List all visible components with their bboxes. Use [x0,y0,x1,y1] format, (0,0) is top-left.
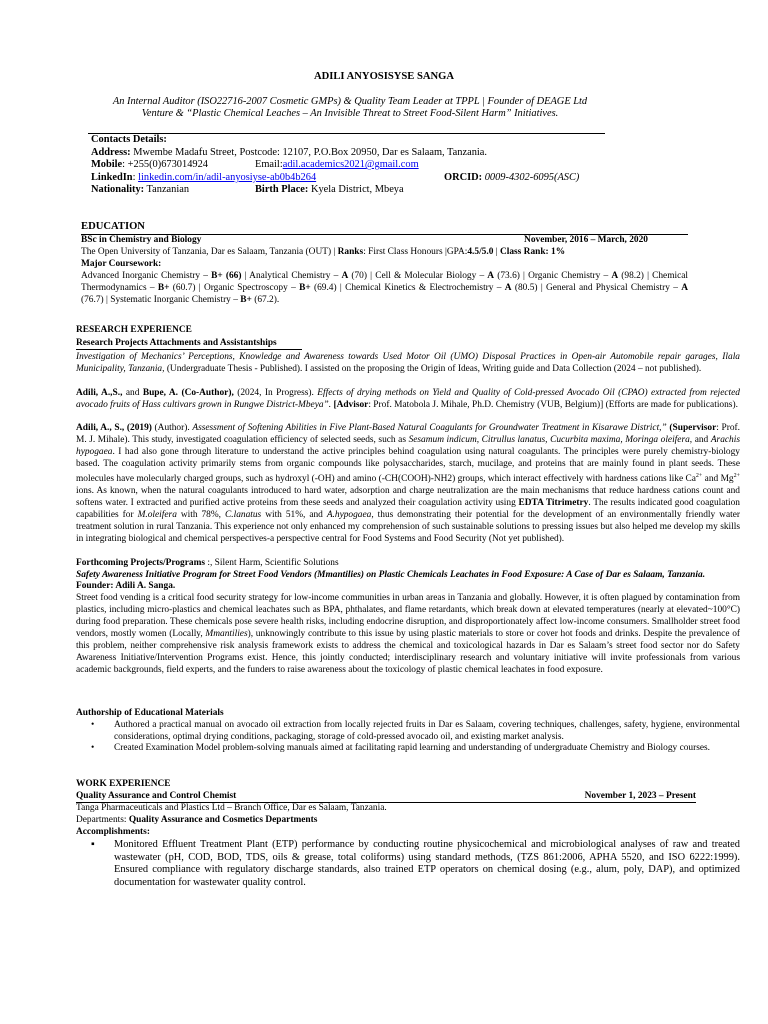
address-line [91,147,651,160]
entry3-text-e: . The results indicated good coagulation capabilities for [76,498,740,520]
course-name: Advanced Inorganic Chemistry [81,270,201,281]
degree-title: BSc in Chemistry and Biology [81,235,202,245]
course-name: General and Physical Chemistry [546,282,670,293]
class-rank: Class Rank: 1% [499,246,566,257]
course-score: (76.7) [81,294,104,305]
work-departments-line [76,815,740,827]
linkedin-orcid-line: LinkedIn: linkedin.com/in/adil-anyosiyse-ab0b4b264 ORCID: 0009-4302-6095(ASC) [91,171,580,183]
work-accomplishment-item [76,839,740,890]
orcid-label: ORCID: [444,171,483,183]
address-label: Address: [91,146,131,158]
contact-details [91,134,651,197]
mobile-label: Mobile [91,159,123,171]
course-grade: A [611,270,619,281]
institution-name: The Open University of Tanzania, Dar es Salaam, Tanzania (OUT) | [81,246,338,257]
entry3-text-f: with 78%, [176,509,225,520]
course-grade: B+ [240,294,252,305]
entry3-text-h: , thus demonstrating their potential for the development of an environmentally friendly water treatment solution in rural Tanzania. This experience not only enhanced my comprehension of such sustainable solutions to pressing issues but also helped me develop my skills in integrating biological and chemical perspectives-a perspective central for Food Systems and Food Security (Not yet published). [76,509,740,544]
birthplace-value: Kyela District, Mbeya [308,184,404,196]
authorship-item-text: Created Examination Model problem-solving manuals aimed at facilitating rapid learning and understanding of undergraduate Chemistry and Biology courses. [114,743,711,754]
course-score: (98.2) [618,270,644,281]
mobile-email-line [91,159,651,172]
forthcoming-label-rest: :, Silent Harm, Scientific Solutions [205,557,339,568]
course-score: (80.5) [511,282,538,293]
course-grade: A [681,282,688,293]
research-section [76,325,740,890]
work-accomplishment-text: Monitored Effluent Treatment Plant (ETP) performance by conducting routine physicochemical and microbiological analyses of raw and treated wastewater (pH, COD, BOD, TDS, oils & grease, total coliforms) using standard methods, (TZS 861:2006, APHA 5520, and ISO 6222:1999). Ensured compliance with regulatory discharge standards, also trained ETP operators on chemical dosing (e.g., alum, poly, DAP), and optimized documentation for wastewater quality control. [114,838,740,889]
authorship-heading: Authorship of Educational Materials [76,707,224,718]
course-grade: A [504,282,512,293]
nationality-label: Nationality: [91,184,145,196]
forthcoming-heading [76,558,740,570]
entry2-year: (2024, In Progress). [233,387,318,398]
entry3-sp2: C.lanatus [225,509,262,520]
forthcoming-title: Safety Awareness Initiative Program for Street Food Vendors (Mmantilies) on Plastic Chemicals Leachates in Food Exposure: A Case of Dar es Salaam, Tanzania. [76,569,706,580]
forthcoming-title-line [76,570,740,594]
birthplace-label: Birth Place: [255,184,309,196]
course-item: Cell & Molecular Biology – A (73.6) [375,270,520,281]
course-grade: B+ [299,282,311,293]
course-score: (60.7) [169,282,196,293]
class-rank-separator: | [493,246,500,257]
work-accomplishments-label: Accomplishments: [76,826,150,837]
headline-tagline: An Internal Auditor (ISO22716-2007 Cosmetic GMPs) & Quality Team Leader at TPPL | Founder of DEAGE Ltd Venture & “Plastic Chemical Leaches – An Invisible Threat to Street Food-Silent Harm” Initiatives. [112,96,588,120]
course-name: Chemical Thermodynamics [81,270,689,293]
work-divider [76,802,696,803]
course-item: General and Physical Chemistry – A (76.7) [81,282,688,305]
course-name: Systematic Inorganic Chemistry [110,294,231,305]
course-name: Cell & Molecular Biology [375,270,477,281]
entry3-text-c: and Mg [702,474,734,485]
course-grade: B+ [157,282,170,293]
work-title: Quality Assurance and Control Chemist [76,791,237,802]
nationality-value: Tanzanian [144,184,190,196]
entry3-and: and [692,435,711,446]
entry3-species-a: Sesamum indicum, Citrullus lanatus, Cucurbita maxima, Moringa oleifera, [408,435,693,446]
research-heading: RESEARCH EXPERIENCE [76,325,192,335]
course-score: (67.2). [251,294,280,305]
course-score: (69.4) [310,282,337,293]
course-score: (70) [348,270,367,281]
candidate-name: ADILI ANYOSISYSE SANGA [313,71,455,82]
authorship-item [76,743,740,755]
course-grade: B+ (66) [211,270,242,281]
course-name: Analytical Chemistry [249,270,331,281]
course-item: Organic Chemistry – A (98.2) [528,270,644,281]
authorship-item [76,720,740,744]
entry2-author1: Adili, A.,S., [76,387,123,398]
forthcoming-description [76,593,740,676]
education-heading: EDUCATION [81,221,145,232]
entry3-sup-1: 2+ [695,473,703,480]
email-link[interactable]: adil.academics2021@gmail.com [282,159,419,171]
course-grade: A [341,270,349,281]
contacts-heading: Contacts Details: [91,134,167,145]
work-dates: November 1, 2023 – Present [584,791,696,802]
mobile-value: : +255(0)673014924 [122,159,208,171]
course-item: Advanced Inorganic Chemistry – B+ (66) [81,270,242,281]
square-bullet-icon: ▪ [91,838,95,850]
course-item: Analytical Chemistry – A (70) [249,270,367,281]
research-subheading-underline [76,349,302,350]
course-name: Organic Chemistry [528,270,601,281]
forthcoming-founder: Founder: Adili A. Sanga. [76,581,176,592]
work-departments-label: Departments: [76,815,127,826]
nationality-line [91,184,651,197]
entry2-title: Effects of drying methods on Yield and Quality of Cold-pressed Avocado Oil (CPAO) extracted from rejected avocado fruits of Hass cultivars grown in Rungwe District-Mbeya”. [76,387,740,410]
forthcoming-text-b: ), unknowingly contribute to this issue by using plastic materials to store or cover hot foods and drinks. Despite the prevalence of this problem, neither comprehensive risk analysis framework exists to address the chemical and toxicological hazards in Dar es Salaam’s street food sector nor do Safety Awareness Initiative/Intervention Programs exist. Hence, this jointly conducted; interdisciplinary research and voluntary initiative will invite professionals from various academic backgrounds, field experts, and the funders to raise awareness about the toxicology of plastic chemical leachates in food exposure. [76,629,740,675]
entry3-text-g: with 51%, and [261,509,327,520]
linkedin-label: LinkedIn [91,171,133,183]
coursework-list: Advanced Inorganic Chemistry – B+ (66) | Analytical Chemistry – A (70) | Cell & Molecular Biology – A (73.6) | Organic Chemistry – A (98.2) | Chemical Thermodynamics – B+ (60.7) | Organic Spectroscopy – B+ (69.4) | Chemical Kinetics & Electrochemistry – A (80.5) | General and Physical Chemistry – A (76.7) | Systematic Inorganic Chemistry – B+ (67.2). [81,270,689,305]
entry3-text-a: : Prof. M. J. Mihale). This study, investigated coagulation efficiency of selected seeds, such as [76,423,741,446]
course-item: Organic Spectroscopy – B+ (69.4) [203,282,337,293]
institution-line [81,247,688,259]
address-value: Mwembe Madafu Street, Postcode: 12107, P.O.Box 20950, Dar es Salaam, Tanzania. [130,146,487,158]
entry3-title: Assessment of Softening Abilities in Five Plant-Based Natural Coagulants for Groundwater Treatment in Kisarawe District,” [192,423,667,434]
entry3-author: Adili, A., S., (2019) [76,423,152,434]
course-item: Chemical Thermodynamics – B+ (60.7) [81,270,689,293]
degree-dates: November, 2016 – March, 2020 [524,235,648,245]
entry3-text-d: ions. As known, when the natural coagulants introduced to hard water, adsorption and charge neutralization are the main mechanisms that reduce hardness cations count and softens water. I extracted and purified active proteins from these seeds and analyzed their coagulation activity using [76,486,740,508]
coursework-label: Major Coursework: [81,258,162,269]
entry3-sp3: A.hypogaea [326,509,372,520]
work-departments: Quality Assurance and Cosmetics Departments [126,815,318,826]
course-score: (73.6) [494,270,520,281]
entry3-sp1: M.oleifera [137,509,177,520]
entry3-edta: EDTA Titrimetry [518,498,589,508]
ranks-value: : First Class Honours |GPA: [363,246,468,257]
degree-line [81,235,688,247]
course-grade: A [487,270,495,281]
entry2-and: and [122,387,143,398]
authorship-item-text: Authored a practical manual on avocado oil extraction from locally rejected fruits in Dar es Salaam, covering techniques, challenges, safety, hygiene, environmental considerations, optimal drying conditions, packaging, storage of cold-pressed avocado oil, and existing market analysis. [114,719,740,742]
forthcoming-label: Forthcoming Projects/Programs [76,557,206,568]
entry1-title: Investigation of Mechanics’ Perceptions, Knowledge and Awareness towards Used Motor Oil (UMO) Disposal Practices in Open-air Automobile repair garages, Ilala Municipality, Tanzania, [76,351,740,374]
entry3-text-b: . I had also gone through literature to understand the active principles behind coagulation using natural coagulants. The principles were purely chemistry-biology based. The coagulation activity primarily stems from organic compounds like polysaccharides, starch, mucilage, and proteins that are mainly found in plant seeds. These molecules have molecularly charged groups, such as hydroxyl (-OH) and amino (-CH(COOH)-NH2) groups, which interact effectively with hardness cations like Ca [76,447,740,485]
research-entry-1 [76,352,740,376]
work-heading: WORK EXPERIENCE [76,779,171,790]
work-company: Tanga Pharmaceuticals and Plastics Ltd – Branch Office, Dar es Salaam, Tanzania. [76,803,387,814]
research-entry-2 [76,388,740,412]
linkedin-link[interactable]: linkedin.com/in/adil-anyosiyse-ab0b4b264 [138,171,317,183]
course-item: Chemical Kinetics & Electrochemistry – A (80.5) [345,282,538,293]
entry3-sup-2: 2+ [733,473,740,480]
authorship-list [76,720,740,756]
entry1-description: (Undergraduate Thesis - Published). I assisted on the proposing the Origin of Ideas, Writing guide and Data Collection (2024 – not published). [164,363,702,374]
gpa-value: 4.5/5.0 [467,246,494,257]
bullet-icon: • [91,743,95,754]
research-subheading: Research Projects Attachments and Assistantships [76,337,277,348]
entry2-advisor-label: [Advisor [331,399,369,410]
email-group [255,159,419,172]
course-name: Chemical Kinetics & Electrochemistry [345,282,494,293]
entry3-supervisor-label: (Supervisor [666,423,717,434]
research-entry-3 [76,423,740,545]
entry3-species-b: Arachis hypogaea [76,435,740,458]
entry2-author2: Bupe, A. (Co-Author), [142,387,234,398]
entry2-advisor: : Prof. Matobola J. Mihale, Ph.D. Chemistry (VUB, Belgium)] (Efforts are made for publications). [368,399,738,410]
bullet-icon: • [91,719,95,730]
work-accomplishments-list [76,839,740,890]
forthcoming-mmantilies: Mmantilies [205,629,248,640]
ranks-label: Ranks [337,246,364,257]
birthplace-group [255,184,404,197]
email-label: Email: [255,159,283,171]
orcid-group [444,172,579,185]
course-name: Organic Spectroscopy [203,282,288,293]
forthcoming-text-a: Street food vending is a critical food security strategy for low-income communities in urban areas in Tanzania and globally. However, it is often plagued by contamination from plastics, including micro-plastics and chemical leachates such as BPA, phthalates, and flame retardants, which break down at elevated temperatures (nearly at elevated~100°C) during food preparation. These chemicals pose severe health risks, including endocrine disruption, and disproportionately affect low-income consumers. Smallholder street food vendors, mostly women (Locally, [76,593,740,640]
orcid-value: 0009-4302-6095(ASC) [484,171,580,183]
entry3-role: (Author). [151,423,193,434]
education-block [81,235,688,306]
course-item: Systematic Inorganic Chemistry – B+ (67.2). [110,294,280,305]
